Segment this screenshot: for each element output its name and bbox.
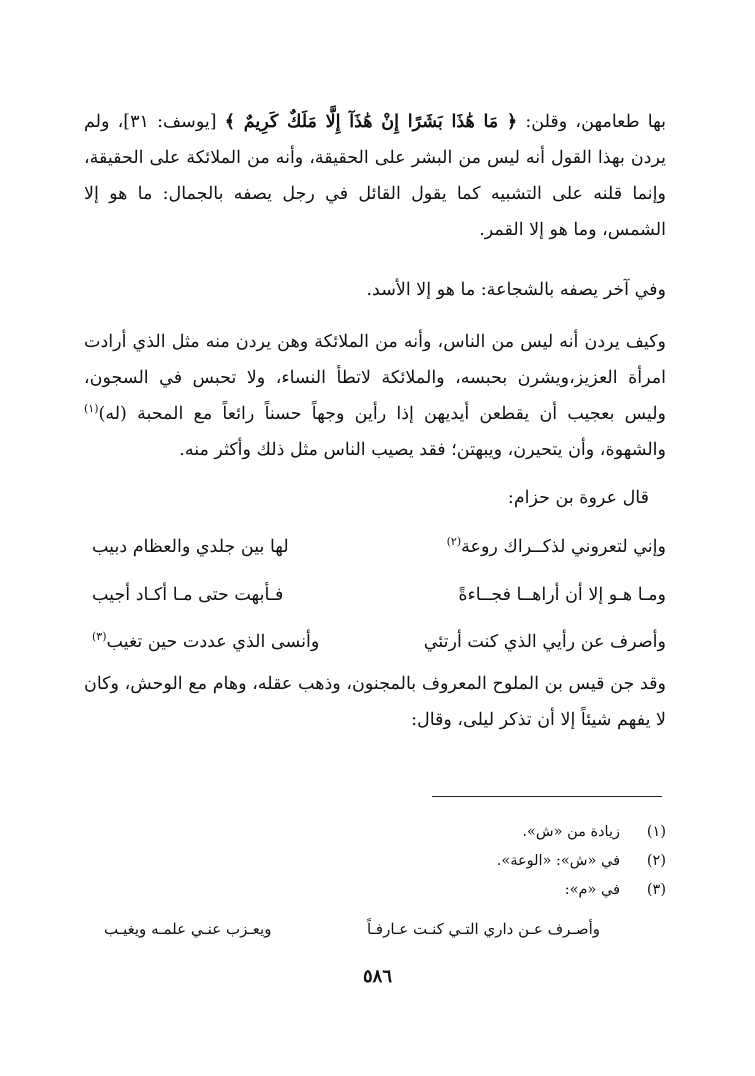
footnote-separator (432, 796, 662, 797)
paragraph-3 (84, 324, 666, 468)
footnote-number: (١) (646, 824, 666, 840)
footnote-text: في «ش»: «الوعة». (496, 853, 620, 869)
paragraph-1-lead: بها طعامهن، وقلن: (517, 112, 667, 132)
footnote-verse-first-hemistich: وأصـرف عـن داري التـي كنـت عـارفـاً (366, 920, 600, 938)
paragraph-3-text-b: والشهوة، وأن يتحيرن، ويبهتن؛ فقد يصيب الناس مثل ذلك وأكثر منه. (179, 440, 666, 460)
footnote (84, 818, 666, 846)
paragraph-1 (84, 104, 666, 248)
verse-second-hemistich: فـأبهت حتى مـا أكـاد أجيب (92, 585, 284, 605)
verse-first-hemistich: ومـا هـو إلا أن أراهــا فجــاءةً (458, 585, 666, 605)
poem-verse (92, 622, 666, 662)
footnote-number: (٣) (646, 882, 666, 898)
paragraph-5: وقد جن قيس بن الملوح المعروف بالمجنون، وذهب عقله، وهام مع الوحش، وكان لا يفهم شيئاً إلا أن تذكر ليلى، وقال: (84, 674, 666, 730)
footnote (84, 847, 666, 875)
footnote-marker-1: (١) (84, 402, 99, 416)
footnote-text: زيادة من «ش». (522, 824, 620, 840)
verse-first-hemistich: وإني لتعروني لذكــراك روعة$^{(٢)}$ (446, 535, 666, 557)
page-number: ٥٨٦ (362, 966, 392, 987)
verse-second-hemistich: وأنسى الذي عددت حين تغيب$^{(٣)}$ (92, 630, 320, 652)
footnote (84, 876, 666, 904)
poet-intro: قال عروة بن حزام: (507, 488, 649, 508)
footnote-verse (104, 914, 600, 944)
poem-verse (92, 575, 666, 615)
footnote-verse-second-hemistich: ويعـزب عنـي علمـه ويغيـب (104, 920, 272, 938)
footnote-marker-2: (٢) (446, 535, 462, 549)
verse-first-hemistich: وأصرف عن رأيي الذي كنت أرتئي (423, 632, 666, 652)
verse-second-hemistich: لها بين جلدي والعظام دبيب (92, 537, 289, 557)
footnote-number: (٢) (646, 853, 666, 869)
paragraph-3-text-a: وكيف يردن أنه ليس من الناس، وأنه من الملائكة وهن يردن منه مثل الذي أرادت امرأة العزيز،ويشرن بحبسه، والملائكة لاتطأ النساء، ولا تحبس في السجون، وليس بعجيب أن يقطعن أيديهن إذا رأين وجهاً حسناً رائعاً مع المحبة (له) (84, 332, 666, 424)
paragraph-2: وفي آخر يصفه بالشجاعة: ما هو إلا الأسد. (366, 280, 666, 300)
poem-verse (92, 527, 666, 567)
footnote-marker-3: (٣) (92, 630, 107, 644)
footnote-text: في «م»: (564, 882, 620, 898)
paragraph-1-rest: [يوسف: ٣١]، ولم يردن بهذا القول أنه ليس من البشر على الحقيقة، وأنه من الملائكة على الحقيقة، وإنما قلنه على التشبيه كما يقول القائل في رجل يصفه بالجمال: ما هو إلا الشمس، وما هو إلا القمر. (84, 112, 666, 240)
quran-quote: ﴿ مَا هَٰذَا بَشَرًا إِنْ هَٰذَآ إِلَّا مَلَكٌ كَرِيمٌ ﴾ (224, 112, 518, 132)
